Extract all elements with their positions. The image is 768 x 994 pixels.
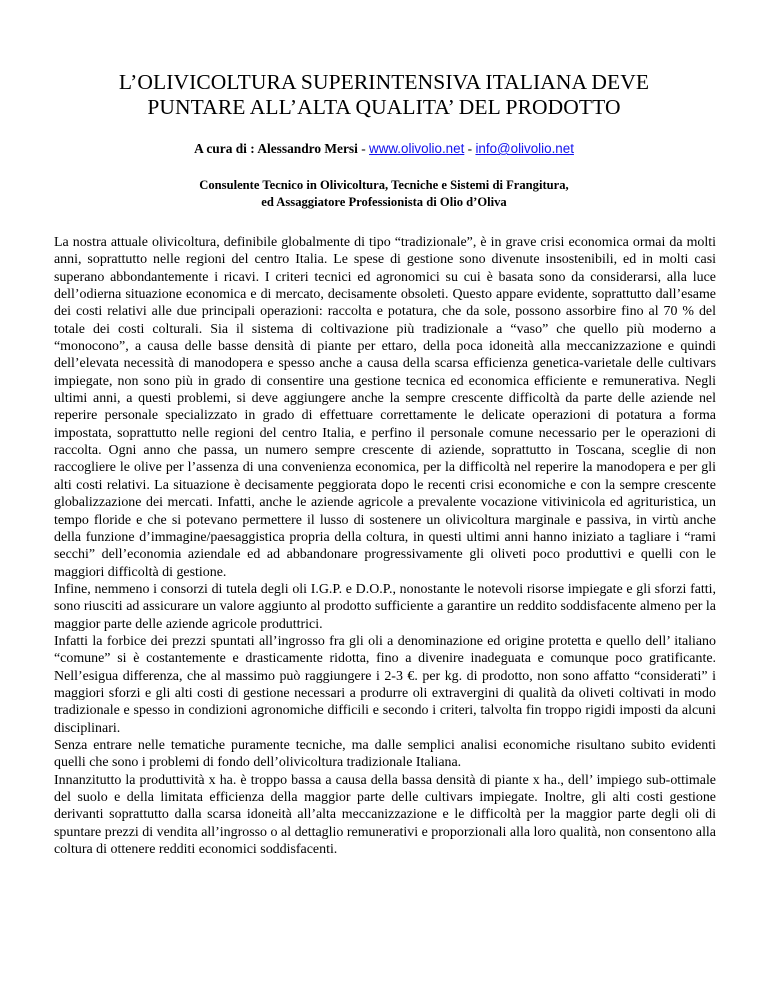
- consultant-credentials: [0, 177, 768, 211]
- document-title: [0, 70, 768, 120]
- separator: -: [357, 141, 370, 156]
- paragraph: Senza entrare nelle tematiche puramente tecniche, ma dalle semplici analisi economiche risultano subito evidenti quelli che sono i problemi di fondo dell’olivicoltura tradizionale Italiana.: [54, 737, 716, 771]
- consultant-line-1: Consulente Tecnico in Olivicoltura, Tecniche e Sistemi di Frangitura,: [199, 178, 569, 192]
- paragraph: Infatti la forbice dei prezzi spuntati all’ingrosso fra gli oli a denominazione ed origine protetta e quello dell’ italiano “comune” si è costantemente e drasticamente ridotta, fino a divenire inadeguata e comunque poco gratificante. Nell’esigua differenza, che al massimo può raggiungere i 2-3 €. per kg. di prodotto, non sono affatto “considerati” i maggiori sforzi e gli alti costi di gestione necessari a produrre oli extravergini di qualità da oliveti coltivati in modo tradizionale e spesso in condizioni agronomiche difficili e secondo i criteri, talvolta fin troppo rigidi imposti da alcuni disciplinari.: [54, 633, 716, 736]
- paragraph: Infine, nemmeno i consorzi di tutela degli oli I.G.P. e D.O.P., nonostante le notevoli risorse impiegate e gli sforzi fatti, sono riusciti ad assicurare un valore aggiunto al prodotto sufficiente a garantire un reddito soddisfacente almeno per la maggior parte delle aziende agricole produttrici.: [54, 581, 716, 632]
- author-label: A cura di : Alessandro Mersi: [194, 141, 358, 156]
- paragraph: La nostra attuale olivicoltura, definibile globalmente di tipo “tradizionale”, è in grave crisi economica ormai da molti anni, soprattutto nelle regioni del centro Italia. Le spese di gestione sono divenute insostenibili, ed in molti casi superano abbondantemente i ricavi. I criteri tecnici ed agronomici su cui è basata sono da considerarsi, alla luce dell’odierna situazione economica e di mercato, decisamente obsoleti. Questo appare evidente, soprattutto dall’esame dei costi relativi alle due principali operazioni: raccolta e potatura, che da sole, possono assorbire fino al 70 % del totale dei costi colturali. Sia il sistema di coltivazione più tradizionale a “vaso” che quello più moderno a “monocono”, a causa delle basse densità di piante per ettaro, della poca idoneità alla meccanizzazione e quindi dell’elevata necessità di manodopera e spesso anche a causa della scarsa efficienza genetica-varietale delle cultivars impiegate, non sono più in grado di consentire una gestione tecnica ed economica efficiente e remunerativa. Negli ultimi anni, a questi problemi, si deve aggiungere anche la sempre crescente difficoltà da parte delle aziende nel reperire personale specializzato in grado di effettuare correttamente le delicate operazioni di potatura a forma impostata, soprattutto nelle regioni del centro Italia, e perfino il personale comune necessario per le operazioni di raccolta. Ogni anno che passa, un numero sempre crescente di aziende, soprattutto in Toscana, sceglie di non raccogliere le olive per l’assenza di una convenienza economica, per la difficoltà nel reperire la manodopera e per gli alti costi relativi. La situazione è decisamente peggiorata dopo le recenti crisi economiche e con la sempre crescente globalizzazione dei mercati. Infatti, anche le aziende agricole a prevalente vocazione vitivinicola ed agrituristica, un tempo floride e che si potevano permettere il lusso di sostenere un olivicoltura marginale e passiva, in virtù anche della funzione d’immagine/paesaggistica propria della coltura, in questi ultimi anni hanno iniziato a tagliare i “rami secchi” dell’economia aziendale ed ad abbandonare progressivamente gli oliveti poco produttivi e quelli con le maggiori difficoltà di gestione.: [54, 235, 716, 580]
- separator: -: [464, 141, 476, 156]
- title-line-1: L’OLIVICOLTURA SUPERINTENSIVA ITALIANA DEVE: [118, 70, 650, 94]
- website-link[interactable]: www.olivolio.net: [369, 141, 465, 156]
- paragraph: Innanzitutto la produttività x ha. è troppo bassa a causa della bassa densità di piante x ha., dell’ impiego sub-ottimale del suolo e della limitata efficienza della maggior parte delle cultivars impiegate. Inoltre, gli alti costi gestione derivanti soprattutto dalla scarsa idoneità all’alta meccanizzazione e le difficoltà per la maggior parte degli oli di spuntare prezzi di vendita all’ingrosso o al dettaglio remunerativi e proporzionali alla loro qualità, non consentono alla coltura di ottenere redditi economici soddisfacenti.: [54, 772, 716, 858]
- author-line: [0, 140, 768, 158]
- email-link[interactable]: info@olivolio.net: [475, 141, 574, 156]
- article-body: [54, 234, 716, 858]
- consultant-line-2: ed Assaggiatore Professionista di Olio d’Oliva: [261, 195, 507, 209]
- title-line-2: PUNTARE ALL’ALTA QUALITA’ DEL PRODOTTO: [147, 95, 621, 119]
